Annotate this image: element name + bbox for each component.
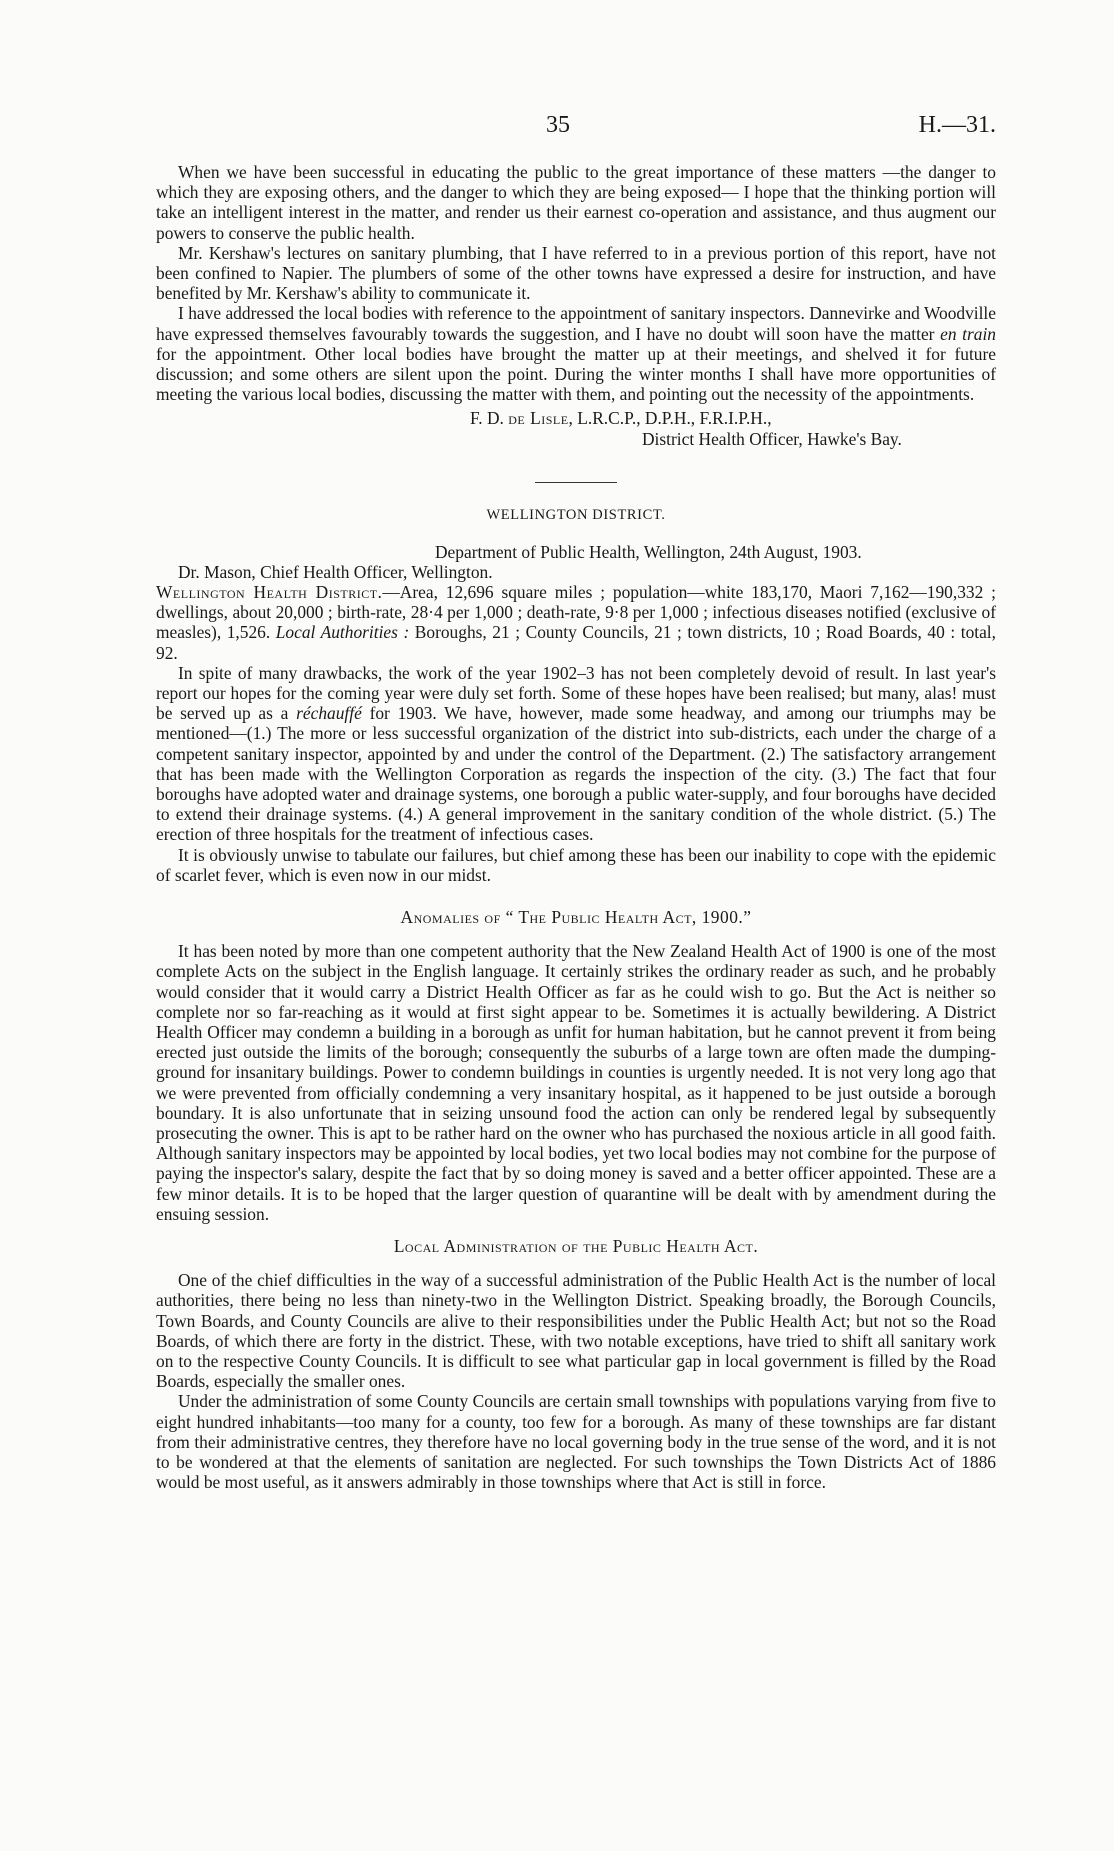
anomalies-paragraph: It has been noted by more than one competent authority that the New Zealand Health Act of 1900 is one of the most complete Acts on the subject in the English language. It certainly strikes the ordinary reader as such, and he probably would consider that it would carry a District Health Officer as far as he could wish to go. But the Act is neither so complete nor so far-reaching as it would at first sight appear to be. Sometimes it is actually bewildering. A District Health Officer may condemn a building in a borough as unfit for human habitation, but he cannot prevent it from being erected just outside the limits of the borough; consequently the suburbs of a large town are often made the dumping-ground for insanitary buildings. Power to condemn buildings in counties is urgently needed. It is not very long ago that we were prevented from officially condemning a very insanitary hospital, as it happened to be just outside a borough boundary. It is also unfortunate that in seizing unsound food the action can only be rendered legal by subsequently prosecuting the owner. This is apt to be rather hard on the owner who has purchased the noxious article in all good faith. Although sanitary inspectors may be appointed by local bodies, yet two local bodies may not combine for the purpose of paying the inspector's salary, despite the fact that by so doing money is saved and a better officer appointed. These are a few minor details. It is to be hoped that the larger question of quarantine will be dealt with by amendment during the ensuing session. — [156, 941, 996, 1224]
page-header — [156, 112, 996, 142]
wellington-paragraph-1-text-b: for 1903. We have, however, made some headway, and among our triumphs may be mentioned—(1.) The more or less successful organization of the district into sub-districts, each under the charge of a competent sanitary inspector, appointed by and under the control of the Department. (2.) The satisfactory arrangement that has been made with the Wellington Corporation as regards the inspection of the city. (3.) The fact that four boroughs have adopted water and drainage systems, one borough a public water-supply, and four boroughs have decided to extend their drainage systems. (4.) A general improvement in the sanitary condition of the whole district. (5.) The erection of three hospitals for the treatment of infectious cases. — [156, 703, 997, 845]
district-statistics — [156, 582, 996, 663]
section-divider — [535, 482, 617, 484]
local-administration-heading: Local Administration of the Public Health Act. — [393, 1236, 759, 1257]
wellington-paragraph-1-emphasis: réchauffé — [296, 703, 362, 724]
local-administration-paragraph-1: One of the chief difficulties in the way of a successful administration of the Public Health Act is the number of local authorities, there being no less than ninety-two in the Wellington District. Speaking broadly, the Borough Councils, Town Boards, and County Councils are alive to their responsibilities under the Public Health Act; but not so the Road Boards, of which there are forty in the district. These, with two notable exceptions, have tried to shift all sanitary work on to the respective County Councils. It is difficult to see what particular gap in local government is filled by the Road Boards, especially the smaller ones. — [156, 1270, 996, 1392]
intro-paragraph-3 — [156, 303, 996, 404]
district-statistics-tail: Boroughs, 21 ; County Councils, 21 ; town districts, 10 ; Road Boards, 40 : total, 92. — [156, 622, 996, 663]
wellington-paragraph-2: It is obviously unwise to tabulate our failures, but chief among these has been our inability to cope with the epidemic of scarlet fever, which is even now in our midst. — [156, 844, 996, 885]
district-title: WELLINGTON DISTRICT. — [486, 507, 666, 524]
intro-paragraph-1: When we have been successful in educating the public to the great importance of these matters —the danger to which they are exposing others, and the danger to which they are being exposed— I hope that the thinking portion will take an intelligent interest in the matter, and render us their earnest co-operation and assistance, and thus augment our powers to conserve the public health. — [156, 162, 996, 243]
signature-title: District Health Officer, Hawke's Bay. — [642, 428, 902, 449]
district-statistics-text: —Area, 12,696 square miles ; population—white 183,170, Maori 7,162—190,332 ; dwellings, about 20,000 ; birth-rate, 28·4 per 1,000 ; death-rate, 9·8 per 1,000 ; infectious diseases notified (exclusive of measles), 1,526. — [156, 581, 996, 643]
signature-surname: Lisle — [525, 408, 569, 429]
local-authorities-label: Local Authorities : — [275, 622, 410, 643]
anomalies-heading: Anomalies of “ The Public Health Act, 1900.” — [400, 907, 752, 927]
district-statistics-label: Wellington Health District. — [156, 581, 383, 602]
signature-initials: F. D. — [470, 408, 509, 429]
intro-paragraph-3-emphasis: en train — [940, 323, 996, 344]
local-administration-paragraph-2: Under the administration of some County Councils are certain small townships with populations varying from five to eight hundred inhabitants—too many for a county, too few for a borough. As many of these townships are far distant from their administrative centres, they therefore have no local governing body in the true sense of the word, and it is not to be wondered at that the elements of sanitation are neglected. For such townships the Town Districts Act of 1886 would be most useful, as it answers admirably in those townships where that Act is still in force. — [156, 1391, 996, 1493]
page-content — [156, 162, 996, 1492]
signature-qualifications: , L.R.C.P., D.P.H., F.R.I.P.H., — [568, 408, 772, 429]
signature-surname-prefix: de — [508, 408, 526, 429]
intro-paragraph-2: Mr. Kershaw's lectures on sanitary plumbing, that I have referred to in a previous portion of this report, have not been confined to Napier. The plumbers of some of the other towns have expressed a desire for instruction, and have benefited by Mr. Kershaw's ability to communicate it. — [156, 242, 996, 304]
addressee: Dr. Mason, Chief Health Officer, Wellington. — [178, 561, 493, 582]
wellington-paragraph-1 — [156, 663, 996, 845]
document-reference: H.—31. — [918, 112, 996, 138]
department-dateline: Department of Public Health, Wellington, 24th August, 1903. — [435, 541, 862, 562]
wellington-paragraph-1-text-a: In spite of many drawbacks, the work of the year 1902–3 has not been completely devoid of result. In last year's report our hopes for the coming year were duly set forth. Some of these hopes have been realised; but many, alas! must be served up as a — [156, 662, 996, 724]
intro-paragraph-3-text-b: for the appointment. Other local bodies have brought the matter up at their meetings, and shelved it for future discussion; and some others are silent upon the point. During the winter months I shall have more opportunities of meeting the various local bodies, discussing the matter with them, and pointing out the necessity of the appointments. — [156, 343, 996, 405]
signature-name — [156, 408, 996, 428]
signature-block — [156, 408, 996, 448]
intro-paragraph-3-text-a: I have addressed the local bodies with reference to the appointment of sanitary inspectors. Dannevirke and Woodville have expressed themselves favourably towards the suggestion, and I have no doubt will soon have the matter — [156, 303, 996, 344]
page-number: 35 — [546, 112, 570, 138]
